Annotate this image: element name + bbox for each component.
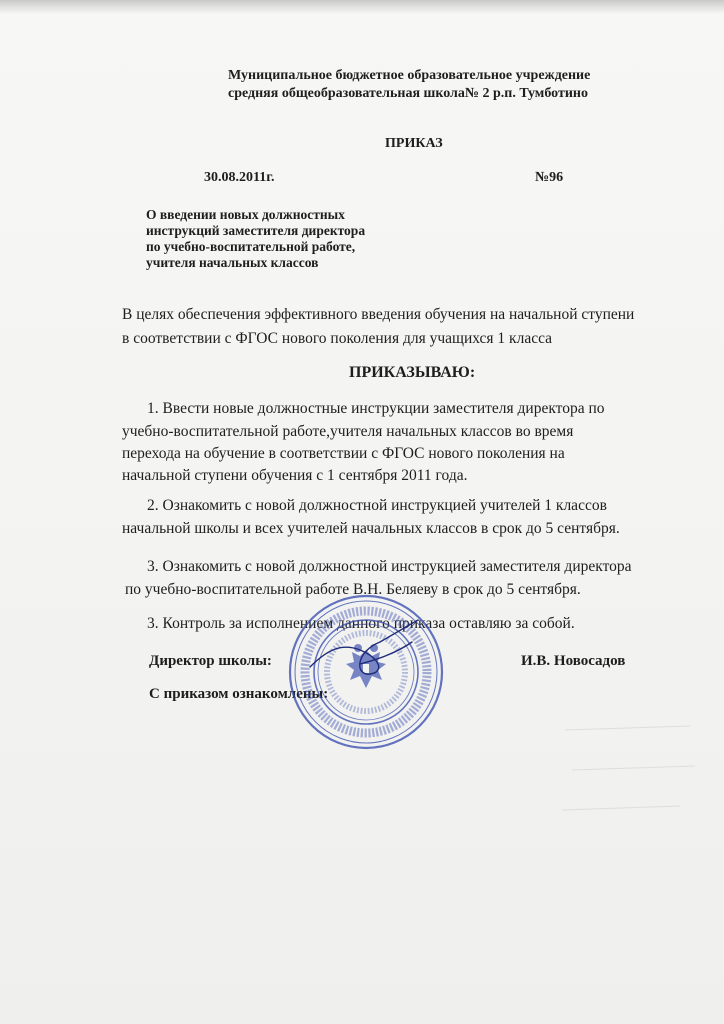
order-keyword: ПРИКАЗЫВАЮ:	[349, 364, 476, 381]
director-label: Директор школы:	[149, 653, 272, 669]
item1-line: перехода на обучение в соответствии с ФГОС нового поколения на	[122, 445, 565, 462]
order-subject	[146, 207, 365, 271]
org-name-line2: средняя общеобразовательная школа№ 2 р.п. Тумботино	[228, 86, 588, 101]
intro-line: В целях обеспечения эффективного введения обучения на начальной ступени	[122, 306, 635, 323]
org-name-line1: Муниципальное бюджетное образовательное учреждение	[228, 68, 591, 83]
item4-line: 3. Контроль за исполнением данного приказа оставляю за собой.	[147, 615, 575, 632]
item3-line: по учебно-воспитательной работе В.Н. Беляеву в срок до 5 сентября.	[125, 581, 581, 598]
paper-fold-shadow	[0, 0, 724, 14]
item3-line: 3. Ознакомить с новой должностной инструкцией заместителя директора	[147, 558, 632, 575]
bleed-through-marks	[560, 720, 700, 840]
document-date: 30.08.2011г.	[204, 170, 275, 185]
subject-line: по учебно-воспитательной работе,	[146, 239, 356, 254]
item1-line: начальной ступени обучения с 1 сентября 2011 года.	[122, 467, 468, 484]
document-number: №96	[535, 170, 564, 185]
item2-line: 2. Ознакомить с новой должностной инструкцией учителей 1 классов	[147, 497, 607, 514]
item2-line: начальной школы и всех учителей начальных классов в срок до 5 сентября.	[122, 520, 620, 537]
intro-line: в соответствии с ФГОС нового поколения для учащихся 1 класса	[122, 330, 553, 347]
subject-line: учителя начальных классов	[146, 255, 319, 270]
director-signature	[300, 612, 430, 692]
document-title: ПРИКАЗ	[385, 136, 443, 151]
item1-line: учебно-воспитательной работе,учителя начальных классов во время	[122, 423, 574, 440]
item1-line: 1. Ввести новые должностные инструкции заместителя директора по	[147, 400, 605, 417]
subject-line: инструкций заместителя директора	[146, 223, 366, 238]
director-name: И.В. Новосадов	[521, 653, 626, 669]
acknowledged-label: С приказом ознакомлены:	[149, 686, 329, 702]
subject-line: О введении новых должностных	[146, 207, 345, 222]
